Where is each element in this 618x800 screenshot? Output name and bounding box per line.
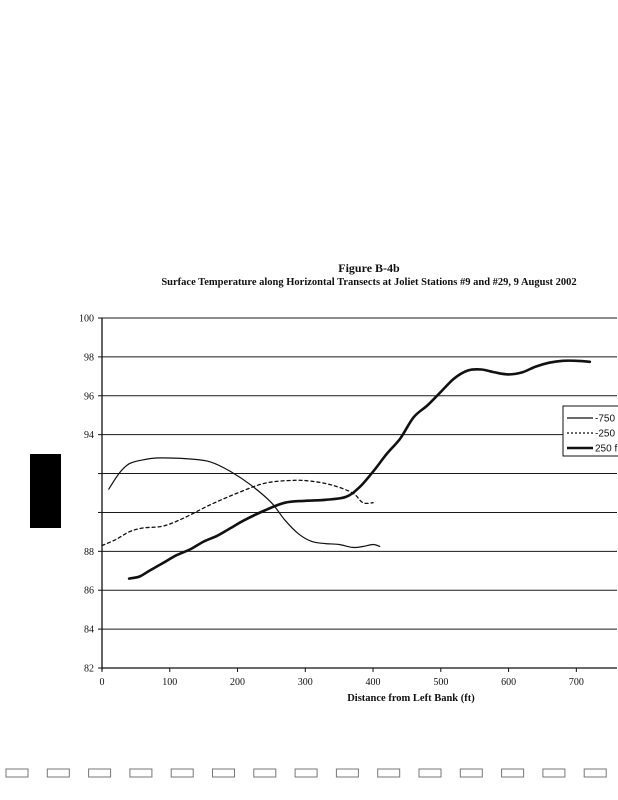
y-tick-label-86: 86	[84, 585, 94, 597]
x-tick-label-400: 400	[365, 677, 381, 688]
bottom-mark-9	[336, 769, 358, 777]
bottom-mark-11	[419, 769, 441, 777]
bottom-mark-4	[130, 769, 152, 777]
bottom-mark-7	[254, 769, 276, 777]
legend-label-2: -250	[595, 428, 616, 440]
y-tick-label-98: 98	[84, 352, 94, 364]
series-lines	[102, 361, 590, 579]
x-tick-label-200: 200	[230, 677, 246, 688]
bottom-mark-5	[171, 769, 193, 777]
bottom-mark-10	[378, 769, 400, 777]
x-tick-label-500: 500	[433, 677, 449, 688]
x-tick-label-0: 0	[99, 677, 105, 688]
chart-subtitle: Surface Temperature along Horizontal Transects at Joliet Stations #9 and #29, 9 August 2002	[161, 277, 577, 288]
x-tick-label-700: 700	[568, 677, 584, 688]
bottom-mark-15	[584, 769, 606, 777]
y-tick-label-94: 94	[84, 430, 94, 442]
series-line-1	[109, 458, 380, 548]
legend-label-3: 250 f	[595, 443, 618, 455]
bottom-mark-12	[460, 769, 482, 777]
x-tick-label-300: 300	[297, 677, 313, 688]
bottom-mark-3	[89, 769, 111, 777]
legend-label-1: -750	[595, 413, 616, 425]
bottom-mark-8	[295, 769, 317, 777]
y-tick-label-100: 100	[79, 313, 94, 325]
bottom-mark-1	[6, 769, 28, 777]
bottom-mark-14	[543, 769, 565, 777]
bottom-border-marks	[6, 769, 606, 777]
x-axis-title: Distance from Left Bank (ft)	[347, 693, 475, 704]
y-tick-label-96: 96	[84, 391, 94, 403]
bottom-mark-2	[47, 769, 69, 777]
y-tick-label-84: 84	[84, 624, 94, 636]
legend	[563, 406, 618, 456]
y-tick-labels	[79, 314, 94, 675]
bottom-mark-6	[213, 769, 235, 777]
x-tick-labels	[100, 677, 584, 688]
chart-title: Figure B-4b	[338, 261, 400, 275]
x-tick-label-100: 100	[162, 677, 178, 688]
y-tick-label-88: 88	[84, 546, 94, 558]
series-line-3	[129, 361, 590, 579]
x-tick-label-600: 600	[501, 677, 517, 688]
bottom-mark-13	[502, 769, 524, 777]
axes	[98, 318, 617, 672]
y-tick-label-82: 82	[84, 663, 94, 675]
